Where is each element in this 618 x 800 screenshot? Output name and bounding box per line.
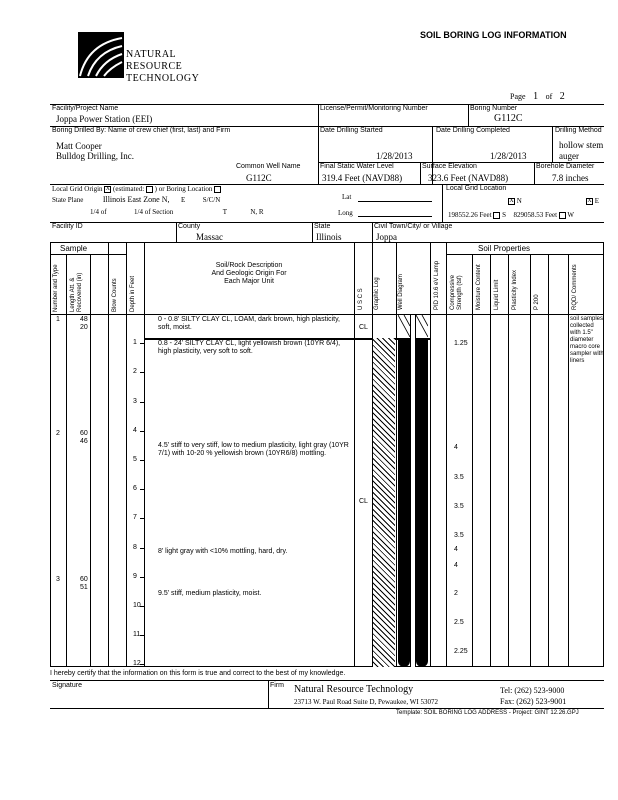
compressive-strength-header: Compressive Strength (tsf) [450,274,463,310]
firm-label: Firm [270,682,284,689]
surface-elevation-label: Surface Elevation [422,163,477,170]
depth-tick-mark [140,489,144,490]
date-started-label: Date Drilling Started [320,127,383,134]
state-plane-value: Illinois East Zone N, [102,195,170,204]
compressive-strength-value: 2.25 [454,648,468,655]
drilling-method-label: Drilling Method [555,127,602,134]
description-block: 4.5' stiff to very stiff, low to medium plasticity, light gray (10YR 7/1) with 10-20 % yellowish brown (10YR6/8) mottling. [158,442,349,457]
civil-town: Joppa [376,232,397,242]
depth-tick-label: 2 [133,368,137,376]
signature-label: Signature [52,682,82,689]
description-block: 9.5' stiff, medium plasticity, moist. [158,590,262,597]
company-logo-text [126,49,199,85]
common-well-label: Common Well Name [236,163,301,170]
surface-elevation: 323.6 Feet (NAVD88) [428,173,509,183]
west-checkbox[interactable] [559,212,566,219]
compressive-strength-value: 4 [454,562,458,569]
blow-counts-header: Blow Counts [112,278,118,312]
depth-tick-mark [140,548,144,549]
depth-tick-label: 9 [133,572,137,580]
depth-tick-mark [140,343,144,344]
common-well-name: G112C [246,173,272,183]
section-row: 1/4 of 1/4 of Section T N, R [90,208,264,216]
county: Massac [196,232,223,242]
grid-east-value: 829058.53 [513,211,544,219]
description-block: 0 - 0.8' SILTY CLAY CL, LOAM, dark brown, high plasticity, soft, moist. [158,316,340,331]
page-counter: Page 1 of 2 [510,92,570,101]
drilling-method-line1: hollow stem [559,140,604,150]
firm-telephone: Tel: (262) 523-9000 [500,686,565,695]
drilled-by-label: Boring Drilled By: Name of crew chief (first, last) and Firm [52,127,231,134]
depth-tick-mark [140,431,144,432]
rqd-comments-header: RQD/ Comments [572,264,578,310]
pid-header: PID 10.6 eV Lamp [434,260,440,310]
logo-swoosh-icon [78,32,124,78]
depth-tick-mark [140,402,144,403]
grid-location-label: Local Grid Location [446,185,507,192]
uscs-header: U S C S [358,288,364,310]
certification-text: I hereby certify that the information on this form is true and correct to the best of my knowledge. [50,670,346,677]
grid-coordinates: 198552.26 Feet S 829058.53 Feet W [448,211,575,219]
page-total: 2 [559,91,565,102]
north-checkbox[interactable]: X [509,197,514,204]
depth-tick-label: 4 [133,426,137,434]
grid-north-row: X N [509,197,522,205]
depth-tick-label: 10 [133,602,141,609]
logo-line: NATURAL [126,49,177,60]
grid-north-value: 198552.26 [448,211,478,219]
compressive-strength-value: 3.5 [454,474,464,481]
depth-tick-label: 8 [133,543,137,551]
depth-tick-mark [140,460,144,461]
sample-group-header: Sample [60,244,88,253]
grid-east-row: X E [587,197,600,205]
soil-properties-header: Soil Properties [478,244,531,253]
date-completed-label: Date Drilling Completed [436,127,510,134]
depth-tick-mark [140,577,144,578]
boring-location-checkbox[interactable] [214,186,221,193]
moisture-header: Moisture Content [476,264,482,310]
logo-line: TECHNOLOGY [126,73,200,84]
estimated-box[interactable] [146,186,153,193]
longitude-label: Long [338,209,353,217]
license-label: License/Permit/Monitoring Number [320,105,428,112]
depth-tick-mark [140,372,144,373]
county-label: County [178,223,201,230]
static-water-label: Final Static Water Level [320,163,394,170]
description-header: Soil/Rock Description And Geologic Origin For Each Major Unit [211,262,287,285]
static-water-level: 319.4 Feet (NAVD88) [322,173,403,183]
number-type-header: Number and Type [53,264,59,312]
uscs-code: CL [359,324,368,331]
logo-line: RESOURCE [126,61,183,72]
depth-tick-label: 11 [133,631,141,639]
length-header: Length Att. & Recovered (in) [70,272,83,312]
latitude-label: Lat [342,193,352,201]
compressive-strength-value: 3.5 [454,532,464,539]
well-casing-right [416,338,428,667]
borehole-diameter-label: Borehole Diameter [536,163,595,170]
liquid-limit-header: Liquid Limit [494,279,500,310]
depth-tick-mark [140,518,144,519]
crew-chief: Matt Cooper [56,141,102,151]
compressive-strength-value: 4 [454,546,458,553]
drilling-method-line2: auger [559,151,579,161]
firm-fax: Fax: (262) 523-9001 [500,697,567,706]
description-block: 8' light gray with <10% mottling, hard, dry. [158,548,288,555]
east-checkbox[interactable]: X [587,197,592,204]
compressive-strength-value: 2.5 [454,619,464,626]
firm-name: Natural Resource Technology [294,684,414,695]
template-note: Template: SOIL BORING LOG ADDRESS - Project: GINT 12.26.GPJ [396,710,579,716]
drilling-firm: Bulldog Drilling, Inc. [56,151,134,161]
depth-tick-label: 1 [133,339,137,347]
water-level-marker-icon: ▼ [404,430,411,438]
graphic-log-pattern [373,338,395,667]
facility-id-label: Facility ID [52,223,83,230]
sample-number: 1 [56,316,60,323]
graphic-log-header: Graphic Log [374,277,380,310]
company-logo-mark [78,32,124,78]
well-casing-left [398,338,410,667]
facility-name: Joppa Power Station (EEI) [56,114,153,124]
civil-town-label: Civil Town/City/ or Village [374,223,453,230]
compressive-strength-value: 4 [454,444,458,451]
compressive-strength-value: 3.5 [454,503,464,510]
sample-number: 3 [56,576,60,583]
depth-tick-label: 5 [133,456,137,463]
well-diagram-header: Well Diagram [398,274,404,310]
date-started: 1/28/2013 [376,151,413,161]
borehole-diameter: 7.8 inches [552,173,589,183]
estimated-checkbox[interactable]: X [105,185,110,192]
graphic-log-topsoil [373,315,395,338]
compressive-strength-value: 2 [454,590,458,597]
p200-header: P 200 [534,294,540,310]
sample-length: 60 51 [80,576,88,591]
state: Illinois [316,232,342,242]
plasticity-header: Plasticity Index [512,269,518,310]
well-riser [410,315,416,667]
boring-number-label: Boring Number [470,105,518,112]
boring-number: G112C [494,113,523,124]
grid-origin-row: Local Grid Origin X (estimated: ) or Boring Location [52,185,221,193]
date-completed: 1/28/2013 [490,151,527,161]
state-label: State [314,223,331,230]
well-surface-seal [398,315,428,337]
firm-address: 23713 W. Paul Road Suite D, Pewaukee, WI 53072 [294,698,438,706]
page-current: 1 [533,91,539,102]
depth-tick-label: 7 [133,514,137,522]
state-plane-row: State Plane Illinois East Zone N, E S/C/N [52,195,221,204]
compressive-strength-value: 1.25 [454,340,468,347]
depth-tick-label: 12 [133,660,141,668]
sample-length: 60 46 [80,430,88,445]
depth-tick-label: 6 [133,485,137,493]
uscs-code: CL [359,498,368,505]
description-block: 0.8 - 24' SILTY CLAY CL, light yellowish brown (10YR 6/4), high plasticity, very soft to soft. [158,340,341,355]
document-title: SOIL BORING LOG INFORMATION [420,30,567,40]
depth-tick-mark [140,635,144,636]
rqd-comments: soil samples collected with 1.5" diameter macro core sampler with liners [570,316,604,364]
sample-length: 48 20 [80,316,88,331]
depth-tick-label: 3 [133,397,137,405]
sample-number: 2 [56,430,60,437]
depth-header: Depth in Feet [130,275,136,312]
south-checkbox[interactable] [493,212,500,219]
facility-label: Facility/Project Name [52,105,119,112]
